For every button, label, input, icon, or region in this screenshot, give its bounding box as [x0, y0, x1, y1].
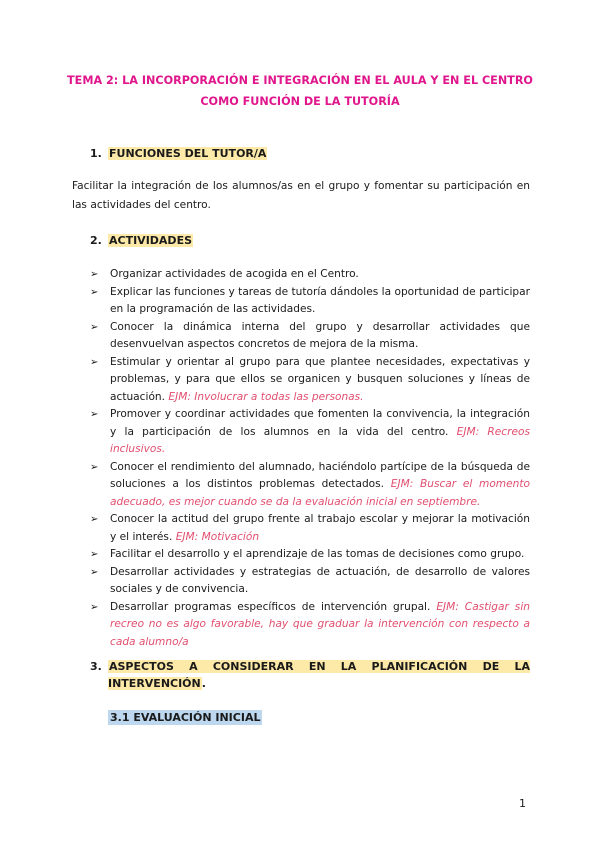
document-title: [60, 70, 540, 112]
section-1-heading: [90, 146, 530, 162]
arrow-bullet-icon: ➢: [90, 269, 99, 280]
arrow-bullet-icon: ➢: [90, 286, 99, 298]
arrow-bullet-icon: ➢: [90, 356, 99, 368]
list-item-text: Desarrollar actividades y estrategias de actuación, de desarrollo de valores sociales y de convivencia.: [110, 565, 530, 595]
list-item: [90, 406, 530, 459]
list-item: [90, 599, 530, 652]
list-item-text: Conocer el rendimiento del alumnado, haciéndolo partícipe de la búsqueda de soluciones a los distintos problemas detectados.: [110, 460, 530, 490]
list-item-text: Explicar las funciones y tareas de tutoría dándoles la oportunidad de participar en la programación de las actividades.: [110, 285, 530, 315]
list-item-text: Promover y coordinar actividades que fomenten la convivencia, la integración y la participación de los alumnos en la vida del centro.: [110, 408, 530, 438]
list-item: [90, 266, 530, 284]
list-item: [90, 546, 530, 564]
arrow-bullet-icon: ➢: [90, 549, 99, 560]
section-2-title: ACTIVIDADES: [109, 234, 192, 247]
arrow-bullet-icon: ➢: [90, 409, 99, 420]
arrow-bullet-icon: ➢: [90, 566, 99, 578]
page-number: 1: [519, 797, 526, 810]
arrow-bullet-icon: ➢: [90, 601, 99, 613]
list-item-text: Organizar actividades de acogida en el Centro.: [110, 268, 359, 280]
list-item: [90, 354, 530, 407]
section-2-number: 2.: [90, 234, 102, 247]
list-item-example: EJM: Buscar el momento adecuado, es mejor cuando se da la evaluación inicial en septiembre.: [110, 478, 530, 508]
list-item-text: Conocer la dinámica interna del grupo y desarrollar actividades que desenvuelvan aspectos concretos de mejora de la misma.: [110, 320, 530, 350]
list-item-example: EJM: Castigar sin recreo no es algo favorable, hay que graduar la intervención con respecto a cada alumno/a: [110, 600, 530, 648]
arrow-bullet-icon: ➢: [90, 461, 99, 473]
arrow-bullet-icon: ➢: [90, 321, 99, 333]
section-3-number: 3.: [90, 660, 102, 673]
title-line-1: TEMA 2: LA INCORPORACIÓN E INTEGRACIÓN EN EL AULA Y EN EL CENTRO: [67, 74, 533, 87]
list-item-text: Estimular y orientar al grupo para que plantee necesidades, expectativas y problemas, y para que ellos se organicen y busquen soluciones y líneas de actuación.: [110, 355, 530, 403]
list-item-text: Facilitar el desarrollo y el aprendizaje de las tomas de decisiones como grupo.: [110, 548, 525, 560]
list-item: [90, 511, 530, 546]
section-2-heading: [90, 233, 530, 249]
section-1-paragraph: Facilitar la integración de los alumnos/as en el grupo y fomentar su participación en las actividades del centro.: [72, 180, 530, 211]
list-item-example: EJM: Involucrar a todas las personas.: [168, 390, 364, 403]
list-item-text: Desarrollar programas específicos de intervención grupal.: [110, 600, 431, 613]
list-item-example: EJM: Recreos inclusivos.: [110, 425, 530, 455]
list-item-text: Conocer la actitud del grupo frente al trabajo escolar y mejorar la motivación y el interés.: [110, 513, 530, 543]
title-line-2: COMO FUNCIÓN DE LA TUTORÍA: [200, 95, 400, 108]
subsection-3-1-heading: [108, 711, 262, 724]
list-item: [90, 459, 530, 512]
list-item: [90, 564, 530, 599]
arrow-bullet-icon: ➢: [90, 514, 99, 525]
subsection-3-1-title: 3.1 EVALUACIÓN INICIAL: [110, 711, 261, 724]
section-3-trailing: .: [201, 677, 206, 690]
list-item-example: EJM: Motivación: [175, 530, 260, 543]
section-1-title: FUNCIONES DEL TUTOR/A: [109, 147, 267, 160]
list-item: [90, 284, 530, 319]
list-item: [90, 319, 530, 354]
section-1-number: 1.: [90, 147, 102, 160]
activities-list: [90, 266, 530, 651]
section-3-title: ASPECTOS A CONSIDERAR EN LA PLANIFICACIÓN DE LA INTERVENCIÓN: [108, 660, 530, 690]
section-3-heading: [90, 658, 530, 692]
